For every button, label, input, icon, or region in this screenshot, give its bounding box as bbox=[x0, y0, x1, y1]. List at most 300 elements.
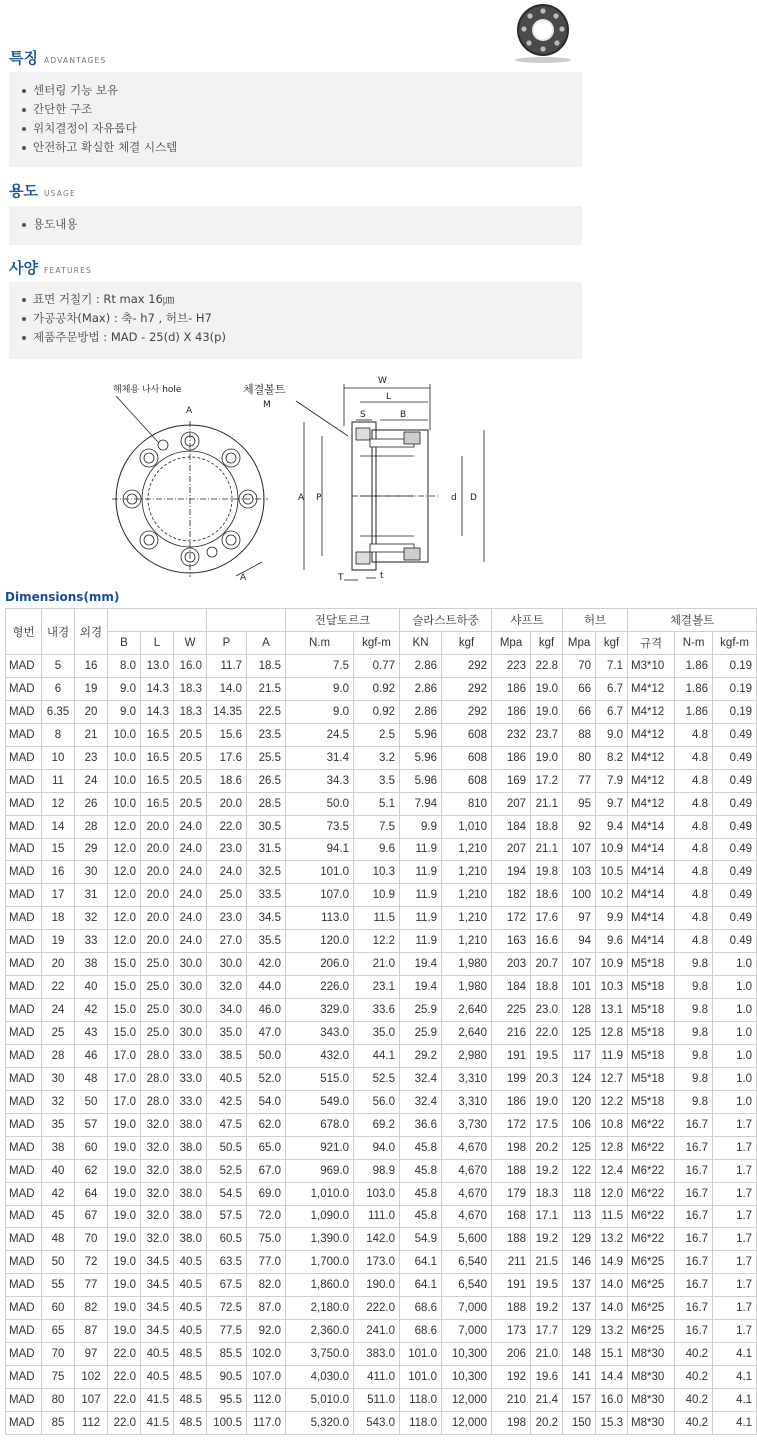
table-cell: 12.2 bbox=[354, 930, 400, 953]
table-cell: 6,540 bbox=[442, 1274, 492, 1297]
table-cell: 16.0 bbox=[596, 1389, 628, 1412]
table-cell: 21.5 bbox=[247, 677, 286, 700]
side-view bbox=[352, 422, 440, 570]
table-cell: 67.5 bbox=[207, 1274, 247, 1297]
table-cell: 199 bbox=[492, 1067, 531, 1090]
table-cell: 3.5 bbox=[354, 769, 400, 792]
col-header: A bbox=[247, 632, 286, 655]
table-cell: M4*12 bbox=[628, 746, 675, 769]
table-cell: 38.0 bbox=[174, 1182, 207, 1205]
col-group-header: 전달토르크 bbox=[286, 609, 400, 632]
table-cell: 9.8 bbox=[675, 999, 713, 1022]
table-cell: 45.8 bbox=[400, 1182, 442, 1205]
table-cell: 1.7 bbox=[713, 1136, 757, 1159]
table-cell: 19.4 bbox=[400, 976, 442, 999]
table-cell: 1.0 bbox=[713, 976, 757, 999]
dim-s: S bbox=[360, 410, 366, 420]
table-row bbox=[6, 884, 757, 907]
features-heading bbox=[9, 47, 106, 67]
table-cell: 101.0 bbox=[400, 1366, 442, 1389]
table-cell: 511.0 bbox=[354, 1389, 400, 1412]
col-header: kgf-m bbox=[713, 632, 757, 655]
table-cell: 15.0 bbox=[108, 953, 141, 976]
table-cell: 40.5 bbox=[174, 1274, 207, 1297]
table-cell: MAD bbox=[6, 999, 42, 1022]
table-cell: M4*14 bbox=[628, 838, 675, 861]
table-cell: M4*12 bbox=[628, 723, 675, 746]
table-cell: 4.8 bbox=[675, 815, 713, 838]
table-cell: 173.0 bbox=[354, 1251, 400, 1274]
table-cell: 13.2 bbox=[596, 1320, 628, 1343]
col-header: 내경 bbox=[42, 609, 75, 655]
table-cell: 75.0 bbox=[247, 1228, 286, 1251]
table-cell: 34.5 bbox=[141, 1320, 174, 1343]
table-cell: 9.8 bbox=[675, 976, 713, 999]
table-cell: 173 bbox=[492, 1320, 531, 1343]
dim-b: B bbox=[400, 410, 407, 420]
table-cell: 40.2 bbox=[675, 1389, 713, 1412]
table-cell: 0.19 bbox=[713, 655, 757, 678]
table-cell: 52.0 bbox=[247, 1067, 286, 1090]
table-cell: MAD bbox=[6, 792, 42, 815]
table-cell: 198 bbox=[492, 1411, 531, 1434]
table-cell: 97 bbox=[75, 1343, 108, 1366]
table-cell: 188 bbox=[492, 1297, 531, 1320]
table-cell: 16.6 bbox=[531, 930, 563, 953]
table-cell: 40.5 bbox=[174, 1320, 207, 1343]
table-cell: 10.0 bbox=[108, 792, 141, 815]
table-cell: 62 bbox=[75, 1159, 108, 1182]
table-cell: 194 bbox=[492, 861, 531, 884]
table-cell: 120.0 bbox=[286, 930, 354, 953]
table-cell: 0.92 bbox=[354, 700, 400, 723]
table-cell: 6,540 bbox=[442, 1251, 492, 1274]
table-cell: 40.5 bbox=[174, 1251, 207, 1274]
table-cell: 19.0 bbox=[108, 1182, 141, 1205]
table-cell: 17.2 bbox=[531, 769, 563, 792]
table-cell: 33.6 bbox=[354, 999, 400, 1022]
table-cell: 188 bbox=[492, 1159, 531, 1182]
list-item: 센터링 기능 보유 bbox=[9, 81, 582, 100]
table-cell: 9.8 bbox=[675, 953, 713, 976]
table-cell: 20.2 bbox=[531, 1411, 563, 1434]
table-cell: 32.0 bbox=[141, 1159, 174, 1182]
table-cell: 24.0 bbox=[174, 907, 207, 930]
table-cell: 25.0 bbox=[141, 999, 174, 1022]
table-cell: 9.4 bbox=[596, 815, 628, 838]
table-cell: 16.7 bbox=[675, 1274, 713, 1297]
specs-title: 사양 bbox=[9, 259, 38, 277]
table-cell: 17.1 bbox=[531, 1205, 563, 1228]
table-row bbox=[6, 999, 757, 1022]
table-cell: 13.2 bbox=[596, 1228, 628, 1251]
table-cell: 106 bbox=[563, 1113, 596, 1136]
table-cell: 23.0 bbox=[207, 838, 247, 861]
table-row bbox=[6, 1159, 757, 1182]
table-cell: M4*14 bbox=[628, 930, 675, 953]
table-cell: 62.0 bbox=[247, 1113, 286, 1136]
table-cell: 3,730 bbox=[442, 1113, 492, 1136]
table-cell: 50 bbox=[42, 1251, 75, 1274]
table-cell: 97 bbox=[563, 907, 596, 930]
table-cell: 30.0 bbox=[174, 1022, 207, 1045]
table-row bbox=[6, 1251, 757, 1274]
table-cell: 32 bbox=[42, 1090, 75, 1113]
table-cell: 77.5 bbox=[207, 1320, 247, 1343]
table-cell: 2,180.0 bbox=[286, 1297, 354, 1320]
table-cell: 383.0 bbox=[354, 1343, 400, 1366]
table-cell: 22.5 bbox=[247, 700, 286, 723]
table-cell: 191 bbox=[492, 1044, 531, 1067]
table-cell: 101.0 bbox=[400, 1343, 442, 1366]
table-cell: M8*30 bbox=[628, 1411, 675, 1434]
table-cell: 60 bbox=[42, 1297, 75, 1320]
table-cell: 0.49 bbox=[713, 884, 757, 907]
table-cell: 0.49 bbox=[713, 907, 757, 930]
table-cell: 8.2 bbox=[596, 746, 628, 769]
table-cell: 26.5 bbox=[247, 769, 286, 792]
table-cell: 12 bbox=[42, 792, 75, 815]
table-row bbox=[6, 1228, 757, 1251]
table-cell: 18.8 bbox=[531, 976, 563, 999]
table-cell: 1.0 bbox=[713, 1044, 757, 1067]
table-cell: 11.9 bbox=[400, 930, 442, 953]
table-row bbox=[6, 815, 757, 838]
table-row bbox=[6, 769, 757, 792]
table-cell: 192 bbox=[492, 1366, 531, 1389]
table-cell: 6.35 bbox=[42, 700, 75, 723]
table-cell: 31.5 bbox=[247, 838, 286, 861]
table-cell: 168 bbox=[492, 1205, 531, 1228]
dim-w: W bbox=[378, 376, 387, 386]
col-header: KN bbox=[400, 632, 442, 655]
table-cell: MAD bbox=[6, 930, 42, 953]
table-cell: 12.4 bbox=[596, 1159, 628, 1182]
table-cell: 12.0 bbox=[596, 1182, 628, 1205]
table-cell: 29.2 bbox=[400, 1044, 442, 1067]
table-cell: M3*10 bbox=[628, 655, 675, 678]
table-cell: 20.2 bbox=[531, 1136, 563, 1159]
table-cell: MAD bbox=[6, 1182, 42, 1205]
table-cell: 98.9 bbox=[354, 1159, 400, 1182]
table-cell: 44.0 bbox=[247, 976, 286, 999]
table-cell: 1.0 bbox=[713, 953, 757, 976]
table-cell: 2,640 bbox=[442, 1022, 492, 1045]
table-cell: M6*25 bbox=[628, 1251, 675, 1274]
table-cell: M8*30 bbox=[628, 1389, 675, 1412]
table-cell: 10.3 bbox=[354, 861, 400, 884]
table-cell: M8*30 bbox=[628, 1343, 675, 1366]
table-cell: 921.0 bbox=[286, 1136, 354, 1159]
col-header: kgf-m bbox=[354, 632, 400, 655]
table-cell: 211 bbox=[492, 1251, 531, 1274]
table-cell: 137 bbox=[563, 1297, 596, 1320]
table-row bbox=[6, 1113, 757, 1136]
list-item: 용도내용 bbox=[9, 215, 582, 234]
table-cell: 113.0 bbox=[286, 907, 354, 930]
table-cell: 1.86 bbox=[675, 655, 713, 678]
dim-a: A bbox=[298, 493, 305, 503]
table-cell: 32.5 bbox=[247, 861, 286, 884]
table-cell: 34.5 bbox=[247, 907, 286, 930]
table-cell: MAD bbox=[6, 746, 42, 769]
table-row bbox=[6, 1067, 757, 1090]
table-cell: 4.1 bbox=[713, 1366, 757, 1389]
table-cell: 82 bbox=[75, 1297, 108, 1320]
table-cell: 16.5 bbox=[141, 792, 174, 815]
table-cell: 113 bbox=[563, 1205, 596, 1228]
specs-heading bbox=[9, 257, 92, 277]
table-cell: 87.0 bbox=[247, 1297, 286, 1320]
product-image bbox=[510, 0, 576, 66]
table-cell: 25.0 bbox=[141, 953, 174, 976]
table-cell: 6.7 bbox=[596, 677, 628, 700]
table-cell: 0.49 bbox=[713, 792, 757, 815]
table-cell: 54.5 bbox=[207, 1182, 247, 1205]
table-cell: 30 bbox=[42, 1067, 75, 1090]
table-cell: 117 bbox=[563, 1044, 596, 1067]
table-cell: 40.2 bbox=[675, 1411, 713, 1434]
table-cell: M5*18 bbox=[628, 1022, 675, 1045]
table-cell: 125 bbox=[563, 1136, 596, 1159]
table-cell: 5.96 bbox=[400, 723, 442, 746]
table-cell: 19.4 bbox=[400, 953, 442, 976]
table-cell: 9.6 bbox=[354, 838, 400, 861]
table-cell: 23.1 bbox=[354, 976, 400, 999]
table-cell: 207 bbox=[492, 838, 531, 861]
table-cell: 7.9 bbox=[596, 769, 628, 792]
table-cell: 1,210 bbox=[442, 930, 492, 953]
table-cell: 225 bbox=[492, 999, 531, 1022]
col-header: N.m bbox=[286, 632, 354, 655]
table-cell: 32.0 bbox=[141, 1182, 174, 1205]
table-cell: MAD bbox=[6, 953, 42, 976]
table-cell: 14.4 bbox=[596, 1366, 628, 1389]
table-cell: M8*30 bbox=[628, 1366, 675, 1389]
table-cell: 34.5 bbox=[141, 1297, 174, 1320]
table-cell: 33.0 bbox=[174, 1067, 207, 1090]
table-row bbox=[6, 1274, 757, 1297]
table-cell: 41.5 bbox=[141, 1411, 174, 1434]
table-cell: 9.0 bbox=[108, 677, 141, 700]
table-cell: 11.9 bbox=[400, 861, 442, 884]
table-cell: 169 bbox=[492, 769, 531, 792]
table-cell: M6*22 bbox=[628, 1205, 675, 1228]
table-cell: 12.7 bbox=[596, 1067, 628, 1090]
table-cell: 9.0 bbox=[596, 723, 628, 746]
table-cell: 549.0 bbox=[286, 1090, 354, 1113]
table-cell: 34.5 bbox=[141, 1251, 174, 1274]
table-cell: 38.0 bbox=[174, 1136, 207, 1159]
table-cell: 292 bbox=[442, 677, 492, 700]
table-cell: 7,000 bbox=[442, 1297, 492, 1320]
table-cell: 0.49 bbox=[713, 746, 757, 769]
table-cell: 45.8 bbox=[400, 1136, 442, 1159]
table-cell: 515.0 bbox=[286, 1067, 354, 1090]
table-cell: MAD bbox=[6, 1113, 42, 1136]
usage-list bbox=[9, 215, 582, 234]
table-cell: 107.0 bbox=[286, 884, 354, 907]
table-cell: MAD bbox=[6, 1343, 42, 1366]
table-cell: 1.0 bbox=[713, 999, 757, 1022]
table-cell: 411.0 bbox=[354, 1366, 400, 1389]
table-cell: 17 bbox=[42, 884, 75, 907]
list-item: 표면 거칠기 : Rt max 16㎛ bbox=[9, 290, 582, 309]
table-cell: 69.2 bbox=[354, 1113, 400, 1136]
table-cell: 102.0 bbox=[247, 1343, 286, 1366]
table-cell: 28 bbox=[42, 1044, 75, 1067]
table-cell: 19.2 bbox=[531, 1228, 563, 1251]
table-cell: 19.0 bbox=[531, 677, 563, 700]
table-cell: 4,030.0 bbox=[286, 1366, 354, 1389]
table-cell: 4.8 bbox=[675, 838, 713, 861]
table-cell: 23.0 bbox=[531, 999, 563, 1022]
table-cell: M4*12 bbox=[628, 792, 675, 815]
table-cell: 182 bbox=[492, 884, 531, 907]
table-cell: 12.0 bbox=[108, 861, 141, 884]
list-item: 안전하고 확실한 체결 시스템 bbox=[9, 138, 582, 157]
table-cell: 184 bbox=[492, 976, 531, 999]
table-cell: 1.0 bbox=[713, 1022, 757, 1045]
dim-d-large: D bbox=[470, 493, 477, 503]
table-cell: 12.0 bbox=[108, 930, 141, 953]
table-cell: 40.5 bbox=[174, 1297, 207, 1320]
table-cell: 0.19 bbox=[713, 700, 757, 723]
table-cell: MAD bbox=[6, 976, 42, 999]
table-cell: 15.0 bbox=[108, 1022, 141, 1045]
table-cell: 16.7 bbox=[675, 1159, 713, 1182]
table-cell: 94 bbox=[563, 930, 596, 953]
list-item: 제품주문방법 : MAD - 25(d) X 43(p) bbox=[9, 328, 582, 347]
table-cell: 12.8 bbox=[596, 1136, 628, 1159]
table-cell: 22 bbox=[42, 976, 75, 999]
table-cell: 13.0 bbox=[141, 655, 174, 678]
table-cell: 4.8 bbox=[675, 907, 713, 930]
table-cell: 4.8 bbox=[675, 792, 713, 815]
table-cell: 10.0 bbox=[108, 723, 141, 746]
table-cell: 35 bbox=[42, 1113, 75, 1136]
table-cell: 129 bbox=[563, 1320, 596, 1343]
table-cell: 45.8 bbox=[400, 1159, 442, 1182]
table-cell: 30 bbox=[75, 861, 108, 884]
table-cell: 44.1 bbox=[354, 1044, 400, 1067]
table-cell: 46.0 bbox=[247, 999, 286, 1022]
table-cell: 3,750.0 bbox=[286, 1343, 354, 1366]
table-cell: 15.0 bbox=[108, 999, 141, 1022]
table-cell: 102 bbox=[75, 1366, 108, 1389]
table-cell: 4.1 bbox=[713, 1389, 757, 1412]
table-cell: 19 bbox=[75, 677, 108, 700]
table-cell: 112 bbox=[75, 1411, 108, 1434]
table-cell: 95.5 bbox=[207, 1389, 247, 1412]
table-cell: 34.5 bbox=[141, 1274, 174, 1297]
table-cell: M4*12 bbox=[628, 677, 675, 700]
table-cell: 25.5 bbox=[247, 746, 286, 769]
table-cell: 1.7 bbox=[713, 1274, 757, 1297]
col-header: kgf bbox=[596, 632, 628, 655]
table-cell: 73.5 bbox=[286, 815, 354, 838]
col-header: W bbox=[174, 632, 207, 655]
table-cell: 15.6 bbox=[207, 723, 247, 746]
table-row bbox=[6, 1044, 757, 1067]
table-row bbox=[6, 953, 757, 976]
table-cell: 21.1 bbox=[531, 838, 563, 861]
table-cell: 11.9 bbox=[400, 907, 442, 930]
table-cell: 19.2 bbox=[531, 1159, 563, 1182]
table-cell: 10.9 bbox=[596, 838, 628, 861]
table-cell: M4*14 bbox=[628, 861, 675, 884]
table-cell: 28.0 bbox=[141, 1044, 174, 1067]
table-cell: 18.5 bbox=[247, 655, 286, 678]
table-cell: MAD bbox=[6, 1411, 42, 1434]
table-cell: MAD bbox=[6, 907, 42, 930]
table-cell: MAD bbox=[6, 1067, 42, 1090]
table-cell: 10 bbox=[42, 746, 75, 769]
table-cell: 118.0 bbox=[400, 1411, 442, 1434]
table-cell: 15.0 bbox=[108, 976, 141, 999]
table-cell: 124 bbox=[563, 1067, 596, 1090]
table-cell: 20.5 bbox=[174, 769, 207, 792]
table-cell: MAD bbox=[6, 1022, 42, 1045]
table-row bbox=[6, 838, 757, 861]
table-cell: 23.0 bbox=[207, 907, 247, 930]
table-cell: 15 bbox=[42, 838, 75, 861]
table-cell: 969.0 bbox=[286, 1159, 354, 1182]
table-cell: 48.5 bbox=[174, 1343, 207, 1366]
table-cell: 111.0 bbox=[354, 1205, 400, 1228]
table-cell: MAD bbox=[6, 1297, 42, 1320]
table-cell: 329.0 bbox=[286, 999, 354, 1022]
table-cell: 34.0 bbox=[207, 999, 247, 1022]
table-cell: 16.7 bbox=[675, 1297, 713, 1320]
dim-t-large: T bbox=[338, 573, 344, 583]
table-cell: 118.0 bbox=[400, 1389, 442, 1412]
list-item: 간단한 구조 bbox=[9, 100, 582, 119]
table-cell: 120 bbox=[563, 1090, 596, 1113]
table-cell: 20.3 bbox=[531, 1067, 563, 1090]
table-cell: 10.3 bbox=[596, 976, 628, 999]
table-cell: 15.1 bbox=[596, 1343, 628, 1366]
table-cell: MAD bbox=[6, 1274, 42, 1297]
table-cell: 24.5 bbox=[286, 723, 354, 746]
table-cell: 188 bbox=[492, 1228, 531, 1251]
table-cell: MAD bbox=[6, 884, 42, 907]
table-cell: 20.0 bbox=[141, 884, 174, 907]
table-cell: 1.7 bbox=[713, 1182, 757, 1205]
table-cell: 2.86 bbox=[400, 700, 442, 723]
col-header: L bbox=[141, 632, 174, 655]
table-cell: 40.5 bbox=[141, 1366, 174, 1389]
table-cell: M6*22 bbox=[628, 1136, 675, 1159]
table-cell: 15.3 bbox=[596, 1411, 628, 1434]
table-cell: 9.9 bbox=[596, 907, 628, 930]
table-cell: 4,670 bbox=[442, 1182, 492, 1205]
table-cell: 0.77 bbox=[354, 655, 400, 678]
table-cell: 16.5 bbox=[141, 769, 174, 792]
table-cell: 19.0 bbox=[108, 1228, 141, 1251]
table-row bbox=[6, 677, 757, 700]
table-cell: 203 bbox=[492, 953, 531, 976]
table-cell: 38.0 bbox=[174, 1113, 207, 1136]
table-cell: 1,980 bbox=[442, 976, 492, 999]
table-cell: 191 bbox=[492, 1274, 531, 1297]
table-cell: 241.0 bbox=[354, 1320, 400, 1343]
table-cell: 4,670 bbox=[442, 1205, 492, 1228]
table-cell: 30.0 bbox=[174, 953, 207, 976]
table-cell: 2,640 bbox=[442, 999, 492, 1022]
table-cell: 14.3 bbox=[141, 700, 174, 723]
table-row bbox=[6, 1411, 757, 1434]
